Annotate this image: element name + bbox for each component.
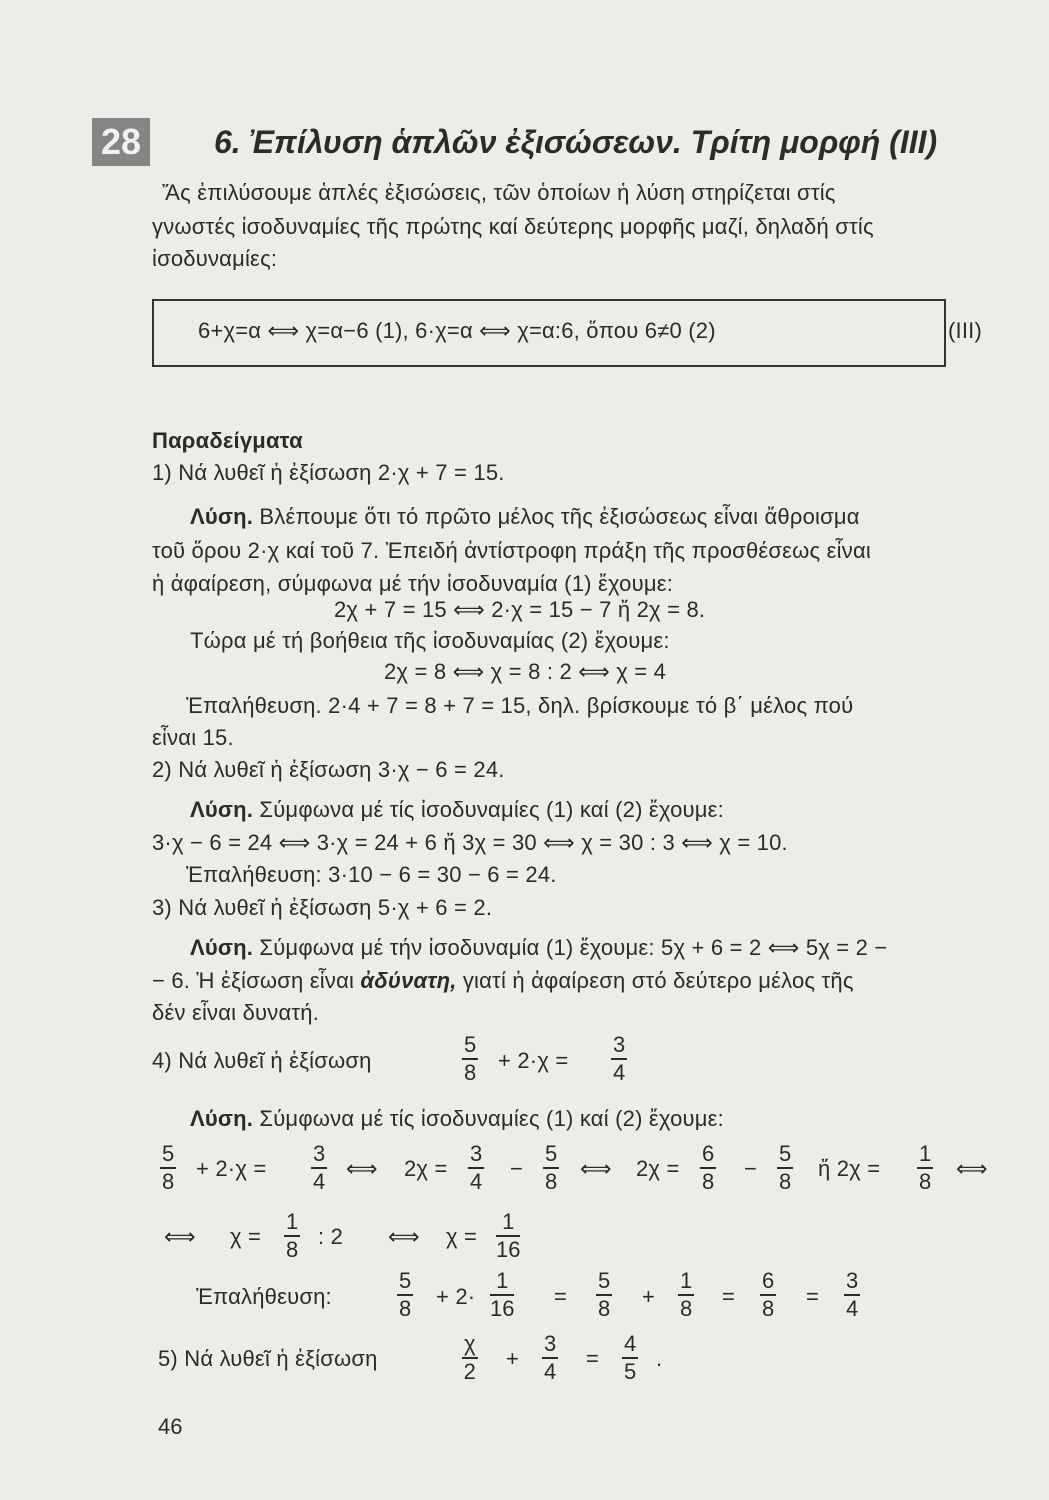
solution-label: Λύση. <box>190 504 254 529</box>
fraction-3-4: $\frac{3}{4}$ <box>846 1268 859 1321</box>
solution-label: Λύση. <box>190 797 254 822</box>
minus-symbol: − <box>510 1156 524 1181</box>
fraction-1-16: $\frac{1}{16}$ <box>490 1268 515 1321</box>
fraction-1-8: $\frac{1}{8}$ <box>286 1209 299 1262</box>
example-1-check: Ἐπαλήθευση. 2·4 + 7 = 8 + 7 = 15, δηλ. βρίσκουμε τό β΄ μέλος πού <box>186 693 854 718</box>
fraction-6-8: $\frac{6}{8}$ <box>762 1268 775 1321</box>
example-1-text-2: τοῦ ὅρου 2·χ καί τοῦ 7. Ἐπειδή ἀντίστροφη πράξη τῆς προσθέσεως εἶναι <box>152 538 871 563</box>
example-4-task: 4) Νά λυθεῖ ἡ ἐξίσωση <box>152 1048 372 1073</box>
rule-label: (ΙΙΙ) <box>948 318 982 343</box>
example-1-check-cont: εἶναι 15. <box>152 725 234 750</box>
example-5-task: 5) Νά λυθεῖ ἡ ἐξίσωση <box>158 1346 378 1371</box>
fraction-1-8: $\frac{1}{8}$ <box>919 1141 932 1194</box>
plus-2-dot: + 2· <box>436 1284 476 1309</box>
example-1-solution <box>190 504 860 530</box>
plus-symbol: + <box>506 1346 520 1371</box>
example-4-expr: + 2·χ = <box>498 1048 569 1073</box>
example-4-step-3: 2χ = <box>636 1156 680 1181</box>
fraction-3-4: $\frac{3}{4}$ <box>613 1032 626 1085</box>
fraction-5-8: $\frac{5}{8}$ <box>779 1141 792 1194</box>
fraction-x-2: $\frac{\chi}{2}$ <box>463 1331 476 1384</box>
example-3-text-2 <box>152 968 854 994</box>
fraction-5-8: $\frac{5}{8}$ <box>598 1268 611 1321</box>
example-1-equation-1: 2χ + 7 = 15 ⟺ 2·χ = 15 − 7 ἤ 2χ = 8. <box>334 597 706 622</box>
examples-heading: Παραδείγματα <box>152 428 303 453</box>
fraction-1-16: $\frac{1}{16}$ <box>496 1209 521 1262</box>
fraction-5-8: $\frac{5}{8}$ <box>399 1268 412 1321</box>
fraction-3-4: $\frac{3}{4}$ <box>544 1331 557 1384</box>
example-2-equation: 3·χ − 6 = 24 ⟺ 3·χ = 24 + 6 ἤ 3χ = 30 ⟺ χ = 30 : 3 ⟺ χ = 10. <box>152 830 788 855</box>
section-title: 6. Ἐπίλυση ἁπλῶν ἐξισώσεων. Τρίτη μορφή (ΙΙΙ) <box>214 124 938 160</box>
example-3-text-2a: − 6. Ἡ ἐξίσωση εἶναι <box>152 968 355 993</box>
example-4-step-4: ἤ 2χ = <box>818 1156 881 1181</box>
intro-line-3: ἰσοδυναμίες: <box>152 246 278 271</box>
equals-symbol: = <box>554 1284 568 1309</box>
example-3-text-2c: γιατί ἡ ἀφαίρεση στό δεύτερο μέλος τῆς <box>462 968 854 993</box>
example-4-step-2: 2χ = <box>404 1156 448 1181</box>
iff-symbol: ⟺ <box>164 1224 196 1249</box>
equals-symbol: = <box>722 1284 736 1309</box>
intro-line-2: γνωστές ἰσοδυναμίες τῆς πρώτης καί δεύτερης μορφῆς μαζί, δηλαδή στίς <box>152 214 874 239</box>
fraction-5-8: $\frac{5}{8}$ <box>464 1032 477 1085</box>
example-1-text-1: Βλέπουμε ὅτι τό πρῶτο μέλος τῆς ἐξισώσεως εἶναι ἄθροισμα <box>259 504 860 529</box>
rule-formula: 6+χ=α ⟺ χ=α−6 (1), 6·χ=α ⟺ χ=α:6, ὅπου 6≠0 (2) <box>198 318 716 343</box>
example-4-check-label: Ἐπαλήθευση: <box>196 1284 332 1309</box>
example-2-check: Ἐπαλήθευση: 3·10 − 6 = 30 − 6 = 24. <box>186 862 557 887</box>
fraction-4-5: $\frac{4}{5}$ <box>624 1331 637 1384</box>
solution-label: Λύση. <box>190 935 254 960</box>
period: . <box>656 1346 663 1371</box>
page-number: 46 <box>158 1414 183 1439</box>
iff-symbol: ⟺ <box>346 1156 378 1181</box>
example-3-text-3: δέν εἶναι δυνατή. <box>152 1000 320 1025</box>
example-3-text-1: Σύμφωνα μέ τήν ἰσοδυναμία (1) ἔχουμε: 5χ + 6 = 2 ⟺ 5χ = 2 − <box>259 935 888 960</box>
fraction-3-4: $\frac{3}{4}$ <box>313 1141 326 1194</box>
equals-symbol: = <box>806 1284 820 1309</box>
minus-symbol: − <box>744 1156 758 1181</box>
example-4-step-6: χ = <box>446 1224 478 1249</box>
example-1-text-4: Τώρα μέ τή βοήθεια τῆς ἰσοδυναμίας (2) ἔχουμε: <box>190 628 670 653</box>
divide-by-2: : 2 <box>318 1224 344 1249</box>
equals-symbol: = <box>586 1346 600 1371</box>
plus-symbol: + <box>642 1284 656 1309</box>
fraction-6-8: $\frac{6}{8}$ <box>702 1141 715 1194</box>
example-1-text-3: ἡ ἀφαίρεση, σύμφωνα μέ τήν ἰσοδυναμία (1) ἔχουμε: <box>152 571 674 596</box>
impossible-word: ἀδύνατη, <box>360 968 457 993</box>
iff-symbol: ⟺ <box>956 1156 988 1181</box>
example-1-equation-2: 2χ = 8 ⟺ χ = 8 : 2 ⟺ χ = 4 <box>384 659 667 684</box>
example-2-solution <box>190 797 724 823</box>
example-2-task: 2) Νά λυθεῖ ἡ ἐξίσωση 3·χ − 6 = 24. <box>152 757 505 782</box>
example-2-text: Σύμφωνα μέ τίς ἰσοδυναμίες (1) καί (2) ἔχουμε: <box>259 797 724 822</box>
intro-line-1: Ἄς ἐπιλύσουμε ἁπλές ἐξισώσεις, τῶν ὁποίων ἡ λύση στηρίζεται στίς <box>162 180 836 205</box>
iff-symbol: ⟺ <box>388 1224 420 1249</box>
fraction-3-4: $\frac{3}{4}$ <box>470 1141 483 1194</box>
example-4-step-1: + 2·χ = <box>196 1156 267 1181</box>
example-4-step-5: χ = <box>230 1224 262 1249</box>
example-1-task: 1) Νά λυθεῖ ἡ ἐξίσωση 2·χ + 7 = 15. <box>152 460 505 485</box>
example-3-solution <box>190 935 887 961</box>
solution-label: Λύση. <box>190 1106 254 1131</box>
fraction-5-8: $\frac{5}{8}$ <box>162 1141 175 1194</box>
example-4-text: Σύμφωνα μέ τίς ἰσοδυναμίες (1) καί (2) ἔχουμε: <box>259 1106 724 1131</box>
iff-symbol: ⟺ <box>580 1156 612 1181</box>
example-3-task: 3) Νά λυθεῖ ἡ ἐξίσωση 5·χ + 6 = 2. <box>152 895 493 920</box>
fraction-5-8: $\frac{5}{8}$ <box>545 1141 558 1194</box>
section-number-badge: 28 <box>92 118 150 166</box>
example-4-solution <box>190 1106 724 1132</box>
fraction-1-8: $\frac{1}{8}$ <box>680 1268 693 1321</box>
